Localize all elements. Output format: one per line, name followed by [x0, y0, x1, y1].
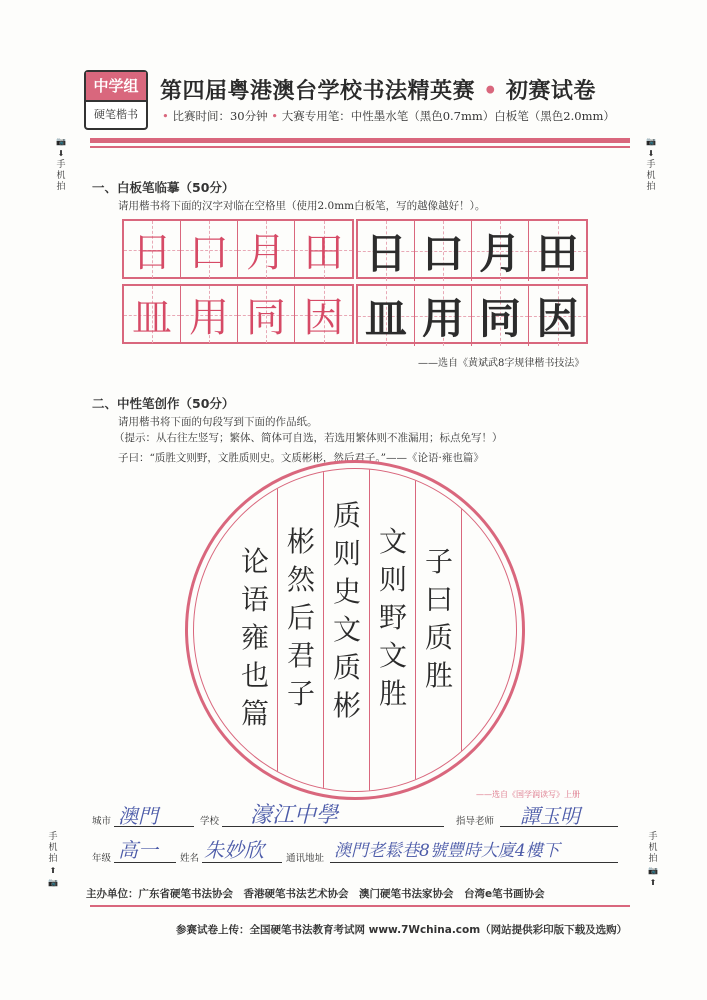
written-char: 日: [364, 229, 407, 278]
copy-grid-black-row2: [356, 284, 588, 344]
note-char: 拍: [646, 182, 656, 192]
copy-grid-pink-row2: [122, 284, 354, 344]
exam-pen: 大赛专用笔：中性墨水笔（黑色0.7mm）白板笔（黑色2.0mm）: [281, 109, 615, 123]
address-underline: [330, 862, 618, 863]
model-char: 口: [189, 230, 229, 276]
section1-instruction: 请用楷书将下面的汉字对临在空格里（使用2.0mm白板笔，写的越像越好！）。: [118, 200, 486, 212]
name-field[interactable]: 朱妙欣: [204, 838, 264, 862]
artwork-char: 史: [332, 575, 361, 608]
school-label: 学校: [200, 816, 220, 827]
artwork-char: 则: [378, 563, 407, 596]
note-char: 机: [648, 843, 658, 853]
address-field[interactable]: 澳門老鬆巷8號豐時大廈4樓下: [334, 841, 560, 861]
artwork-char: 胜: [378, 677, 407, 710]
bullet-dot: •: [162, 109, 169, 123]
camera-icon: 📷: [48, 878, 58, 887]
artwork-circle: [193, 468, 517, 792]
written-char: 因: [536, 294, 579, 343]
artwork-char: 文: [332, 613, 361, 646]
phone-photo-note-bottom-left: [46, 832, 60, 889]
grid-cell: [295, 221, 352, 278]
section2-instruction-1: 请用楷书将下面的句段写到下面的作品纸。: [118, 416, 318, 428]
artwork-char: 篇: [240, 697, 269, 730]
model-char: 皿: [132, 295, 172, 341]
address-label: 通讯地址: [286, 853, 325, 864]
written-char: 田: [536, 229, 579, 278]
artwork-char: 也: [240, 659, 269, 692]
grid-cell: [472, 286, 529, 346]
written-char: 口: [421, 229, 464, 278]
artwork-char: 彬: [286, 525, 315, 558]
exam-time: 比赛时间：30分钟: [172, 109, 268, 123]
grid-cell: [238, 286, 295, 343]
teacher-field[interactable]: 譚玉明: [520, 804, 580, 828]
model-char: 月: [246, 230, 286, 276]
artwork-char: 文: [378, 639, 407, 672]
artwork-column-2: [370, 523, 416, 713]
artwork-column-1: [416, 543, 462, 695]
note-char: 机: [48, 843, 58, 853]
header-rule-thin: [90, 146, 630, 148]
note-char: 手: [48, 832, 58, 842]
artwork-column-3: [324, 497, 370, 725]
written-char: 用: [421, 294, 464, 343]
title-main: 第四届粤港澳台学校书法精英赛: [160, 78, 476, 104]
section2-title: 二、中性笔创作（50分）: [92, 396, 235, 411]
bullet-dot: •: [271, 109, 279, 123]
note-char: 手: [56, 160, 66, 170]
note-char: 拍: [56, 182, 66, 192]
grid-cell: [472, 221, 529, 281]
school-field[interactable]: 濠江中學: [250, 803, 339, 828]
artwork-char: 胜: [424, 659, 453, 692]
artwork-char: 后: [286, 601, 315, 634]
grid-cell: [181, 221, 238, 278]
grid-cell: [295, 286, 352, 343]
artwork-char: 质: [332, 499, 361, 532]
grid-cell: [529, 286, 586, 346]
artwork-char: 则: [332, 537, 361, 570]
upload-note: 参赛试卷上传：全国硬笔书法教育考试网 www.7Wchina.com（网站提供彩印版下载及选购）: [176, 924, 628, 936]
grid-cell: [358, 286, 415, 346]
model-char: 用: [189, 295, 229, 341]
grid-cell: [358, 221, 415, 281]
artwork-char: 质: [424, 621, 453, 654]
phone-photo-note-top-right: [644, 136, 658, 193]
exam-info: [162, 108, 615, 124]
badge-group-label: 中学组: [86, 72, 146, 102]
note-char: 拍: [648, 854, 658, 864]
group-badge: [84, 70, 148, 130]
section1-source: ——选自《黄斌武8字规律楷书技法》: [418, 358, 585, 369]
grid-cell: [415, 221, 472, 281]
note-char: 手: [646, 160, 656, 170]
artwork-char: 文: [378, 525, 407, 558]
artwork-char: 然: [286, 563, 315, 596]
camera-icon: 📷: [646, 137, 656, 146]
artwork-char: 质: [332, 651, 361, 684]
title-suffix: 初赛试卷: [505, 78, 596, 104]
written-char: 皿: [364, 294, 407, 343]
artwork-char: 君: [286, 639, 315, 672]
section1-title: 一、白板笔临摹（50分）: [92, 180, 235, 195]
grid-cell: [124, 221, 181, 278]
phone-photo-note-bottom-right: [646, 832, 660, 889]
arrow-up-icon: ⬆: [49, 866, 57, 875]
artwork-char: 彬: [332, 689, 361, 722]
model-char: 同: [246, 295, 286, 341]
arrow-down-icon: ⬇: [57, 149, 65, 158]
model-char: 因: [303, 295, 344, 341]
copy-grid-black-row1: [356, 219, 588, 279]
section2-instruction-2: （提示：从右往左竖写；繁体、简体可自选，若选用繁体则不准漏用；标点免写！）: [114, 432, 503, 444]
artwork-char: 雍: [240, 621, 269, 654]
section2-source: ——选自《国学润读写》上册: [476, 790, 580, 799]
title-separator: •: [483, 78, 498, 104]
city-label: 城市: [92, 816, 112, 827]
city-field[interactable]: 澳門: [118, 804, 158, 828]
artwork-char: 曰: [424, 583, 453, 616]
copy-grid-pink-row1: [122, 219, 354, 279]
phone-photo-note-top-left: [54, 136, 68, 193]
grid-cell: [529, 221, 586, 281]
written-char: 月: [478, 229, 521, 278]
artwork-char: 子: [286, 677, 315, 710]
footer-rule: [90, 905, 630, 907]
header-rule-thick: [90, 138, 630, 143]
organizers: 主办单位：广东省硬笔书法协会 香港硬笔书法艺术协会 澳门硬笔书法家协会 台湾e笔书画协会: [86, 888, 545, 900]
arrow-up-icon: ⬆: [649, 878, 657, 887]
grid-cell: [238, 221, 295, 278]
note-char: 拍: [48, 854, 58, 864]
badge-category-label: 硬笔楷书: [94, 108, 138, 121]
grade-label: 年级: [92, 853, 112, 864]
section2-quote: 子曰：“质胜文则野，文胜质则史。文质彬彬，然后君子。”——《论语·雍也篇》: [118, 452, 484, 464]
page-title: [160, 74, 596, 105]
artwork-char: 语: [240, 583, 269, 616]
grid-cell: [124, 286, 181, 343]
model-char: 日: [132, 230, 172, 276]
artwork-char: 子: [424, 545, 453, 578]
model-char: 田: [303, 230, 344, 276]
artwork-char: 野: [378, 601, 407, 634]
note-char: 机: [646, 171, 656, 181]
note-char: 机: [56, 171, 66, 181]
note-char: 手: [648, 832, 658, 842]
arrow-down-icon: ⬇: [647, 149, 655, 158]
grade-field[interactable]: 高一: [118, 838, 158, 862]
camera-icon: 📷: [648, 866, 658, 875]
artwork-column-4: [278, 523, 324, 713]
grid-cell: [181, 286, 238, 343]
artwork-column-5: [232, 543, 278, 733]
grid-cell: [415, 286, 472, 346]
written-char: 同: [478, 294, 521, 343]
name-label: 姓名: [180, 853, 200, 864]
artwork-char: 论: [240, 545, 269, 578]
teacher-label: 指导老师: [456, 816, 495, 827]
camera-icon: 📷: [56, 137, 66, 146]
